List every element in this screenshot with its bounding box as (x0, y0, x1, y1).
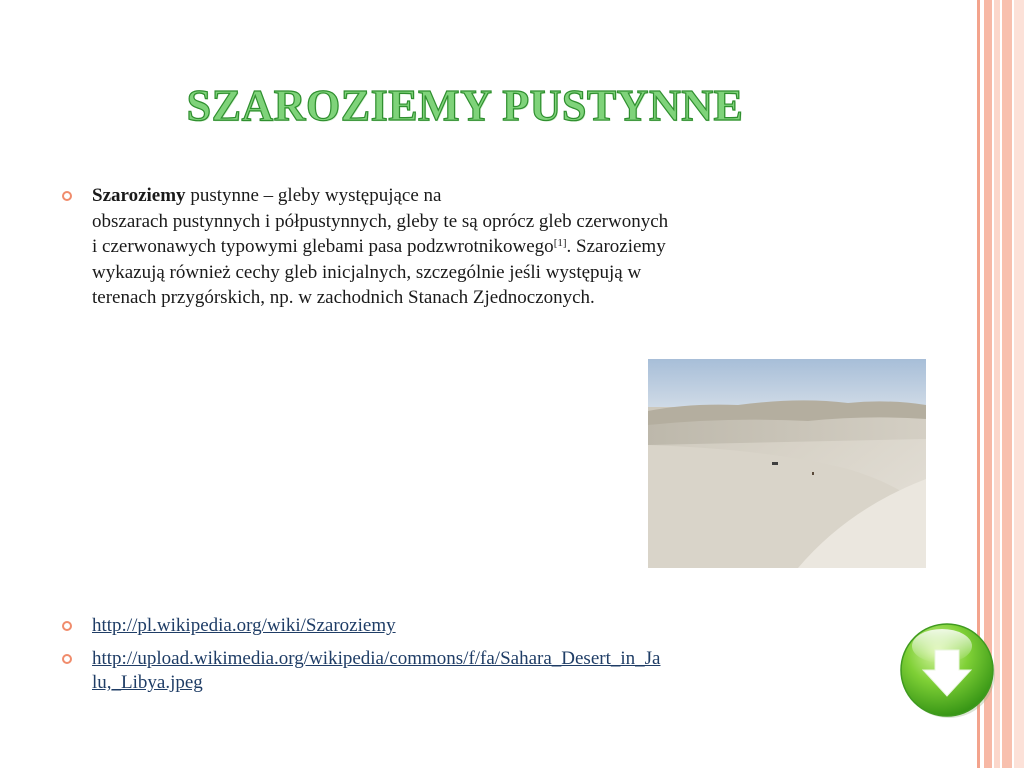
footnote-ref[interactable]: [1] (553, 237, 567, 249)
image-source-link[interactable] (92, 647, 882, 695)
paragraph-line: pustynne – gleby występujące na (185, 185, 442, 206)
link-line: lu,_Libya.jpeg (92, 672, 203, 693)
ring-bullet-icon (62, 654, 74, 666)
ring-bullet-icon (62, 191, 74, 203)
next-slide-button[interactable] (897, 620, 997, 720)
slide-title: SZAROZIEMY PUSTYNNE (186, 81, 744, 130)
decorative-stripe (1014, 0, 1024, 768)
wikipedia-link[interactable]: http://pl.wikipedia.org/wiki/Szaroziemy (92, 615, 396, 636)
paragraph-line: wykazują również cechy gleb inicjalnych, szczególnie jeśli występują w (92, 261, 642, 283)
decorative-stripe (1002, 0, 1012, 768)
paragraph-line: . Szaroziemy (566, 236, 666, 257)
down-arrow-icon (897, 620, 997, 720)
link-line: http://upload.wikimedia.org/wikipedia/commons/f/fa/Sahara_Desert_in_Ja (92, 648, 661, 669)
bold-term: Szaroziemy (92, 185, 186, 206)
ring-bullet-icon (62, 621, 74, 633)
desert-photo (648, 359, 926, 568)
paragraph-line: terenach przygórskich, np. w zachodnich Stanach Zjednoczonych. (92, 287, 595, 308)
paragraph-line: obszarach pustynnych i półpustynnych, gleby te są oprócz gleb czerwonych (92, 210, 669, 232)
paragraph-line: i czerwonawych typowymi glebami pasa podzwrotnikowego (92, 236, 554, 257)
main-paragraph (92, 183, 892, 311)
